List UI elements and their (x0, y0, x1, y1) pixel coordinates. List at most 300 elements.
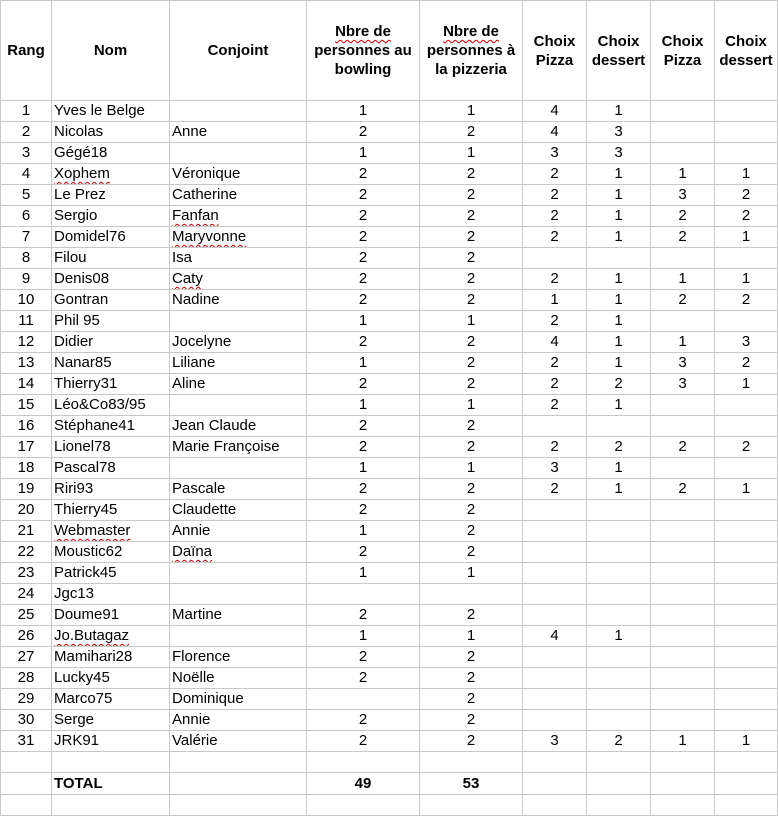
header-pizzeria[interactable] (420, 1, 523, 101)
cell-rang[interactable] (1, 227, 52, 248)
cell-choix-dessert-2[interactable] (715, 290, 778, 311)
cell-choix-dessert-2[interactable] (715, 500, 778, 521)
cell-bowling[interactable] (307, 668, 420, 689)
cell-conjoint[interactable] (170, 269, 307, 290)
cell-rang[interactable] (1, 164, 52, 185)
cell-conjoint[interactable] (170, 458, 307, 479)
cell-choix-pizza-2[interactable] (651, 563, 715, 584)
cell-nom[interactable] (52, 731, 170, 752)
cell[interactable] (651, 795, 715, 816)
cell-choix-pizza-1[interactable] (523, 311, 587, 332)
cell-choix-pizza-2[interactable] (651, 710, 715, 731)
cell-rang[interactable] (1, 668, 52, 689)
cell-choix-pizza-1[interactable] (523, 584, 587, 605)
cell-choix-pizza-2[interactable] (651, 185, 715, 206)
cell[interactable] (587, 773, 651, 795)
cell-choix-dessert-2[interactable] (715, 563, 778, 584)
cell-rang[interactable] (1, 563, 52, 584)
cell-conjoint[interactable] (170, 542, 307, 563)
cell-choix-pizza-2[interactable] (651, 542, 715, 563)
header-bowling[interactable] (307, 1, 420, 101)
cell-conjoint[interactable] (170, 101, 307, 122)
cell-conjoint[interactable] (170, 311, 307, 332)
cell-choix-pizza-1[interactable] (523, 332, 587, 353)
cell-bowling[interactable] (307, 395, 420, 416)
cell[interactable] (715, 752, 778, 773)
cell-conjoint[interactable] (170, 164, 307, 185)
cell-choix-pizza-2[interactable] (651, 353, 715, 374)
cell-choix-dessert-2[interactable] (715, 605, 778, 626)
cell-choix-dessert-2[interactable] (715, 101, 778, 122)
header-rang[interactable] (1, 1, 52, 101)
cell-choix-pizza-2[interactable] (651, 500, 715, 521)
cell-nom[interactable] (52, 332, 170, 353)
cell-choix-pizza-1[interactable] (523, 290, 587, 311)
cell-rang[interactable] (1, 458, 52, 479)
cell-conjoint[interactable] (170, 647, 307, 668)
cell-pizzeria[interactable] (420, 521, 523, 542)
cell-choix-dessert-2[interactable] (715, 668, 778, 689)
cell-choix-pizza-2[interactable] (651, 416, 715, 437)
cell-rang[interactable] (1, 500, 52, 521)
cell-rang[interactable] (1, 647, 52, 668)
cell-rang[interactable] (1, 143, 52, 164)
cell-choix-dessert-2[interactable] (715, 164, 778, 185)
cell-choix-pizza-1[interactable] (523, 353, 587, 374)
cell-conjoint[interactable] (170, 668, 307, 689)
cell-choix-dessert-1[interactable] (587, 395, 651, 416)
cell[interactable] (1, 795, 52, 816)
cell-conjoint[interactable] (170, 710, 307, 731)
cell-choix-dessert-2[interactable] (715, 353, 778, 374)
cell-choix-pizza-1[interactable] (523, 521, 587, 542)
cell-conjoint[interactable] (170, 626, 307, 647)
cell-choix-dessert-2[interactable] (715, 731, 778, 752)
cell[interactable] (170, 795, 307, 816)
cell-rang[interactable] (1, 101, 52, 122)
cell-choix-dessert-1[interactable] (587, 626, 651, 647)
cell-nom[interactable] (52, 521, 170, 542)
cell-conjoint[interactable] (170, 605, 307, 626)
cell-conjoint[interactable] (170, 248, 307, 269)
cell-choix-dessert-1[interactable] (587, 584, 651, 605)
header-choix-pizza-1[interactable] (523, 1, 587, 101)
header-choix-dessert-1[interactable] (587, 1, 651, 101)
cell-choix-pizza-2[interactable] (651, 647, 715, 668)
cell-choix-dessert-1[interactable] (587, 647, 651, 668)
cell-choix-pizza-2[interactable] (651, 164, 715, 185)
cell-bowling[interactable] (307, 311, 420, 332)
cell-nom[interactable] (52, 479, 170, 500)
cell-choix-pizza-1[interactable] (523, 542, 587, 563)
cell-choix-dessert-2[interactable] (715, 689, 778, 710)
cell-rang[interactable] (1, 374, 52, 395)
cell-nom[interactable] (52, 563, 170, 584)
cell-choix-pizza-2[interactable] (651, 479, 715, 500)
cell-bowling[interactable] (307, 437, 420, 458)
cell-nom[interactable] (52, 143, 170, 164)
cell-choix-pizza-2[interactable] (651, 605, 715, 626)
cell-choix-dessert-1[interactable] (587, 290, 651, 311)
cell-choix-pizza-2[interactable] (651, 122, 715, 143)
cell-nom[interactable] (52, 542, 170, 563)
cell-conjoint[interactable] (170, 437, 307, 458)
cell-choix-pizza-1[interactable] (523, 668, 587, 689)
cell-bowling[interactable] (307, 164, 420, 185)
cell-choix-pizza-1[interactable] (523, 227, 587, 248)
cell-nom[interactable] (52, 584, 170, 605)
cell-pizzeria[interactable] (420, 227, 523, 248)
cell-choix-dessert-1[interactable] (587, 332, 651, 353)
cell-bowling[interactable] (307, 353, 420, 374)
cell-rang[interactable] (1, 416, 52, 437)
cell-choix-pizza-2[interactable] (651, 395, 715, 416)
cell-choix-dessert-1[interactable] (587, 374, 651, 395)
cell-pizzeria[interactable] (420, 500, 523, 521)
cell-conjoint[interactable] (170, 206, 307, 227)
cell-nom[interactable] (52, 122, 170, 143)
cell-choix-pizza-2[interactable] (651, 374, 715, 395)
cell-bowling[interactable] (307, 458, 420, 479)
cell-rang[interactable] (1, 605, 52, 626)
cell-conjoint[interactable] (170, 185, 307, 206)
cell-conjoint[interactable] (170, 416, 307, 437)
cell-pizzeria[interactable] (420, 437, 523, 458)
cell-choix-dessert-1[interactable] (587, 500, 651, 521)
cell-choix-pizza-1[interactable] (523, 626, 587, 647)
cell-nom[interactable] (52, 269, 170, 290)
cell-choix-pizza-2[interactable] (651, 143, 715, 164)
cell[interactable] (651, 752, 715, 773)
cell-bowling[interactable] (307, 605, 420, 626)
cell-pizzeria[interactable] (420, 269, 523, 290)
cell-conjoint[interactable] (170, 143, 307, 164)
cell-pizzeria[interactable] (420, 374, 523, 395)
cell-choix-pizza-1[interactable] (523, 689, 587, 710)
cell-conjoint[interactable] (170, 332, 307, 353)
cell-bowling[interactable] (307, 290, 420, 311)
cell[interactable] (523, 795, 587, 816)
cell-conjoint[interactable] (170, 479, 307, 500)
cell-choix-dessert-2[interactable] (715, 437, 778, 458)
cell-choix-pizza-2[interactable] (651, 248, 715, 269)
cell-choix-dessert-1[interactable] (587, 164, 651, 185)
cell-conjoint[interactable] (170, 290, 307, 311)
cell[interactable] (420, 795, 523, 816)
cell-conjoint[interactable] (170, 689, 307, 710)
cell[interactable] (587, 752, 651, 773)
cell-choix-pizza-1[interactable] (523, 731, 587, 752)
cell-pizzeria[interactable] (420, 563, 523, 584)
cell-choix-pizza-1[interactable] (523, 500, 587, 521)
cell-conjoint[interactable] (170, 122, 307, 143)
cell-choix-dessert-2[interactable] (715, 710, 778, 731)
cell-choix-dessert-2[interactable] (715, 479, 778, 500)
cell-choix-dessert-2[interactable] (715, 185, 778, 206)
cell-nom[interactable] (52, 668, 170, 689)
cell-pizzeria[interactable] (420, 668, 523, 689)
cell-choix-pizza-1[interactable] (523, 164, 587, 185)
cell[interactable] (420, 752, 523, 773)
header-choix-dessert-2[interactable] (715, 1, 778, 101)
cell-nom[interactable] (52, 185, 170, 206)
cell-choix-pizza-1[interactable] (523, 143, 587, 164)
cell-nom[interactable] (52, 374, 170, 395)
cell-choix-dessert-1[interactable] (587, 731, 651, 752)
cell-rang[interactable] (1, 542, 52, 563)
cell-choix-dessert-1[interactable] (587, 479, 651, 500)
cell-rang[interactable] (1, 731, 52, 752)
cell-nom[interactable] (52, 311, 170, 332)
cell-choix-pizza-2[interactable] (651, 206, 715, 227)
cell-pizzeria[interactable] (420, 143, 523, 164)
cell-bowling[interactable] (307, 416, 420, 437)
cell-choix-dessert-1[interactable] (587, 311, 651, 332)
cell[interactable] (587, 795, 651, 816)
cell-nom[interactable] (52, 437, 170, 458)
cell-choix-pizza-2[interactable] (651, 269, 715, 290)
cell-conjoint[interactable] (170, 353, 307, 374)
cell-choix-dessert-2[interactable] (715, 626, 778, 647)
cell-choix-dessert-2[interactable] (715, 395, 778, 416)
cell-choix-dessert-1[interactable] (587, 248, 651, 269)
cell-rang[interactable] (1, 710, 52, 731)
cell-nom[interactable] (52, 395, 170, 416)
cell-rang[interactable] (1, 689, 52, 710)
cell-pizzeria[interactable] (420, 689, 523, 710)
cell-choix-pizza-2[interactable] (651, 227, 715, 248)
cell-choix-dessert-1[interactable] (587, 668, 651, 689)
cell-bowling[interactable] (307, 647, 420, 668)
cell-nom[interactable] (52, 248, 170, 269)
cell-choix-dessert-2[interactable] (715, 647, 778, 668)
cell-bowling[interactable] (307, 248, 420, 269)
cell-choix-dessert-1[interactable] (587, 437, 651, 458)
cell-pizzeria[interactable] (420, 542, 523, 563)
header-conjoint[interactable] (170, 1, 307, 101)
cell-choix-pizza-2[interactable] (651, 290, 715, 311)
cell[interactable] (715, 773, 778, 795)
cell-choix-pizza-1[interactable] (523, 647, 587, 668)
cell[interactable] (52, 752, 170, 773)
cell-choix-pizza-2[interactable] (651, 332, 715, 353)
cell-choix-pizza-2[interactable] (651, 101, 715, 122)
cell-pizzeria[interactable] (420, 101, 523, 122)
cell-rang[interactable] (1, 290, 52, 311)
cell-nom[interactable] (52, 290, 170, 311)
total-bowling[interactable]: 49 (307, 773, 420, 795)
cell-choix-dessert-1[interactable] (587, 605, 651, 626)
cell-conjoint[interactable] (170, 395, 307, 416)
cell-bowling[interactable] (307, 710, 420, 731)
cell-choix-dessert-2[interactable] (715, 206, 778, 227)
cell-choix-pizza-1[interactable] (523, 416, 587, 437)
cell-choix-dessert-2[interactable] (715, 332, 778, 353)
cell-bowling[interactable] (307, 584, 420, 605)
cell-nom[interactable] (52, 647, 170, 668)
cell[interactable] (1, 773, 52, 795)
cell-conjoint[interactable] (170, 227, 307, 248)
cell-nom[interactable] (52, 227, 170, 248)
cell-rang[interactable] (1, 395, 52, 416)
cell-choix-pizza-1[interactable] (523, 710, 587, 731)
cell-pizzeria[interactable] (420, 605, 523, 626)
cell-bowling[interactable] (307, 374, 420, 395)
cell-choix-dessert-1[interactable] (587, 458, 651, 479)
cell-pizzeria[interactable] (420, 332, 523, 353)
cell-choix-dessert-1[interactable] (587, 563, 651, 584)
cell-pizzeria[interactable] (420, 248, 523, 269)
header-nom[interactable] (52, 1, 170, 101)
cell-rang[interactable] (1, 332, 52, 353)
cell[interactable] (523, 773, 587, 795)
cell-pizzeria[interactable] (420, 710, 523, 731)
cell[interactable] (307, 795, 420, 816)
cell-choix-pizza-2[interactable] (651, 521, 715, 542)
cell-nom[interactable] (52, 206, 170, 227)
cell-nom[interactable] (52, 458, 170, 479)
cell-nom[interactable] (52, 416, 170, 437)
cell-pizzeria[interactable] (420, 647, 523, 668)
cell-choix-pizza-2[interactable] (651, 311, 715, 332)
cell-choix-pizza-1[interactable] (523, 605, 587, 626)
cell-rang[interactable] (1, 353, 52, 374)
cell-pizzeria[interactable] (420, 206, 523, 227)
cell-conjoint[interactable] (170, 374, 307, 395)
cell-bowling[interactable] (307, 269, 420, 290)
cell-choix-dessert-2[interactable] (715, 416, 778, 437)
cell-choix-pizza-1[interactable] (523, 374, 587, 395)
cell-rang[interactable] (1, 521, 52, 542)
cell-pizzeria[interactable] (420, 479, 523, 500)
cell-nom[interactable] (52, 710, 170, 731)
cell-choix-dessert-1[interactable] (587, 122, 651, 143)
total-label[interactable]: TOTAL (52, 773, 170, 795)
cell-choix-pizza-1[interactable] (523, 563, 587, 584)
cell-pizzeria[interactable] (420, 731, 523, 752)
cell-bowling[interactable] (307, 122, 420, 143)
cell-bowling[interactable] (307, 479, 420, 500)
cell-choix-pizza-2[interactable] (651, 458, 715, 479)
cell-choix-pizza-1[interactable] (523, 269, 587, 290)
cell-bowling[interactable] (307, 227, 420, 248)
cell-bowling[interactable] (307, 542, 420, 563)
cell-nom[interactable] (52, 101, 170, 122)
cell-choix-pizza-1[interactable] (523, 122, 587, 143)
cell-nom[interactable] (52, 164, 170, 185)
cell-choix-pizza-1[interactable] (523, 101, 587, 122)
cell-pizzeria[interactable] (420, 416, 523, 437)
cell-rang[interactable] (1, 479, 52, 500)
cell-rang[interactable] (1, 584, 52, 605)
cell-nom[interactable] (52, 500, 170, 521)
cell-bowling[interactable] (307, 185, 420, 206)
cell-pizzeria[interactable] (420, 122, 523, 143)
cell-bowling[interactable] (307, 332, 420, 353)
cell-nom[interactable] (52, 353, 170, 374)
cell-pizzeria[interactable] (420, 164, 523, 185)
cell-choix-pizza-1[interactable] (523, 185, 587, 206)
cell-pizzeria[interactable] (420, 626, 523, 647)
cell-nom[interactable] (52, 605, 170, 626)
cell-nom[interactable] (52, 626, 170, 647)
cell[interactable] (715, 795, 778, 816)
cell-bowling[interactable] (307, 563, 420, 584)
cell-choix-dessert-2[interactable] (715, 122, 778, 143)
cell-choix-dessert-2[interactable] (715, 521, 778, 542)
cell-rang[interactable] (1, 437, 52, 458)
cell-rang[interactable] (1, 626, 52, 647)
cell-conjoint[interactable] (170, 584, 307, 605)
cell[interactable] (651, 773, 715, 795)
cell-choix-dessert-1[interactable] (587, 227, 651, 248)
cell-choix-dessert-2[interactable] (715, 584, 778, 605)
cell-rang[interactable] (1, 185, 52, 206)
cell-choix-dessert-1[interactable] (587, 542, 651, 563)
cell[interactable] (1, 752, 52, 773)
cell-choix-pizza-2[interactable] (651, 626, 715, 647)
cell-choix-pizza-2[interactable] (651, 584, 715, 605)
cell-choix-dessert-2[interactable] (715, 311, 778, 332)
cell-nom[interactable] (52, 689, 170, 710)
cell-bowling[interactable] (307, 143, 420, 164)
cell-choix-pizza-1[interactable] (523, 206, 587, 227)
cell-conjoint[interactable] (170, 563, 307, 584)
cell-choix-pizza-1[interactable] (523, 248, 587, 269)
cell-pizzeria[interactable] (420, 290, 523, 311)
cell-bowling[interactable] (307, 500, 420, 521)
cell-bowling[interactable] (307, 521, 420, 542)
cell[interactable] (170, 752, 307, 773)
cell-pizzeria[interactable] (420, 395, 523, 416)
cell-rang[interactable] (1, 206, 52, 227)
cell-pizzeria[interactable] (420, 458, 523, 479)
cell[interactable] (170, 773, 307, 795)
cell-rang[interactable] (1, 269, 52, 290)
cell-choix-dessert-2[interactable] (715, 248, 778, 269)
cell-choix-dessert-2[interactable] (715, 227, 778, 248)
cell-choix-dessert-1[interactable] (587, 206, 651, 227)
cell-choix-dessert-1[interactable] (587, 416, 651, 437)
cell-bowling[interactable] (307, 206, 420, 227)
cell-bowling[interactable] (307, 626, 420, 647)
cell-choix-dessert-1[interactable] (587, 689, 651, 710)
cell-bowling[interactable] (307, 689, 420, 710)
cell-choix-dessert-1[interactable] (587, 185, 651, 206)
cell-choix-dessert-2[interactable] (715, 542, 778, 563)
cell-bowling[interactable] (307, 731, 420, 752)
cell-choix-dessert-1[interactable] (587, 353, 651, 374)
header-choix-pizza-2[interactable] (651, 1, 715, 101)
cell-choix-pizza-2[interactable] (651, 689, 715, 710)
cell-choix-pizza-1[interactable] (523, 458, 587, 479)
cell-pizzeria[interactable] (420, 185, 523, 206)
cell-rang[interactable] (1, 311, 52, 332)
cell-choix-dessert-1[interactable] (587, 710, 651, 731)
cell-rang[interactable] (1, 122, 52, 143)
cell-choix-pizza-1[interactable] (523, 395, 587, 416)
cell-conjoint[interactable] (170, 500, 307, 521)
cell-rang[interactable] (1, 248, 52, 269)
cell-choix-pizza-2[interactable] (651, 437, 715, 458)
cell-choix-dessert-1[interactable] (587, 101, 651, 122)
cell-choix-dessert-2[interactable] (715, 374, 778, 395)
cell-choix-dessert-2[interactable] (715, 458, 778, 479)
cell-choix-dessert-2[interactable] (715, 269, 778, 290)
cell-conjoint[interactable] (170, 521, 307, 542)
total-pizzeria[interactable]: 53 (420, 773, 523, 795)
cell-choix-pizza-2[interactable] (651, 668, 715, 689)
